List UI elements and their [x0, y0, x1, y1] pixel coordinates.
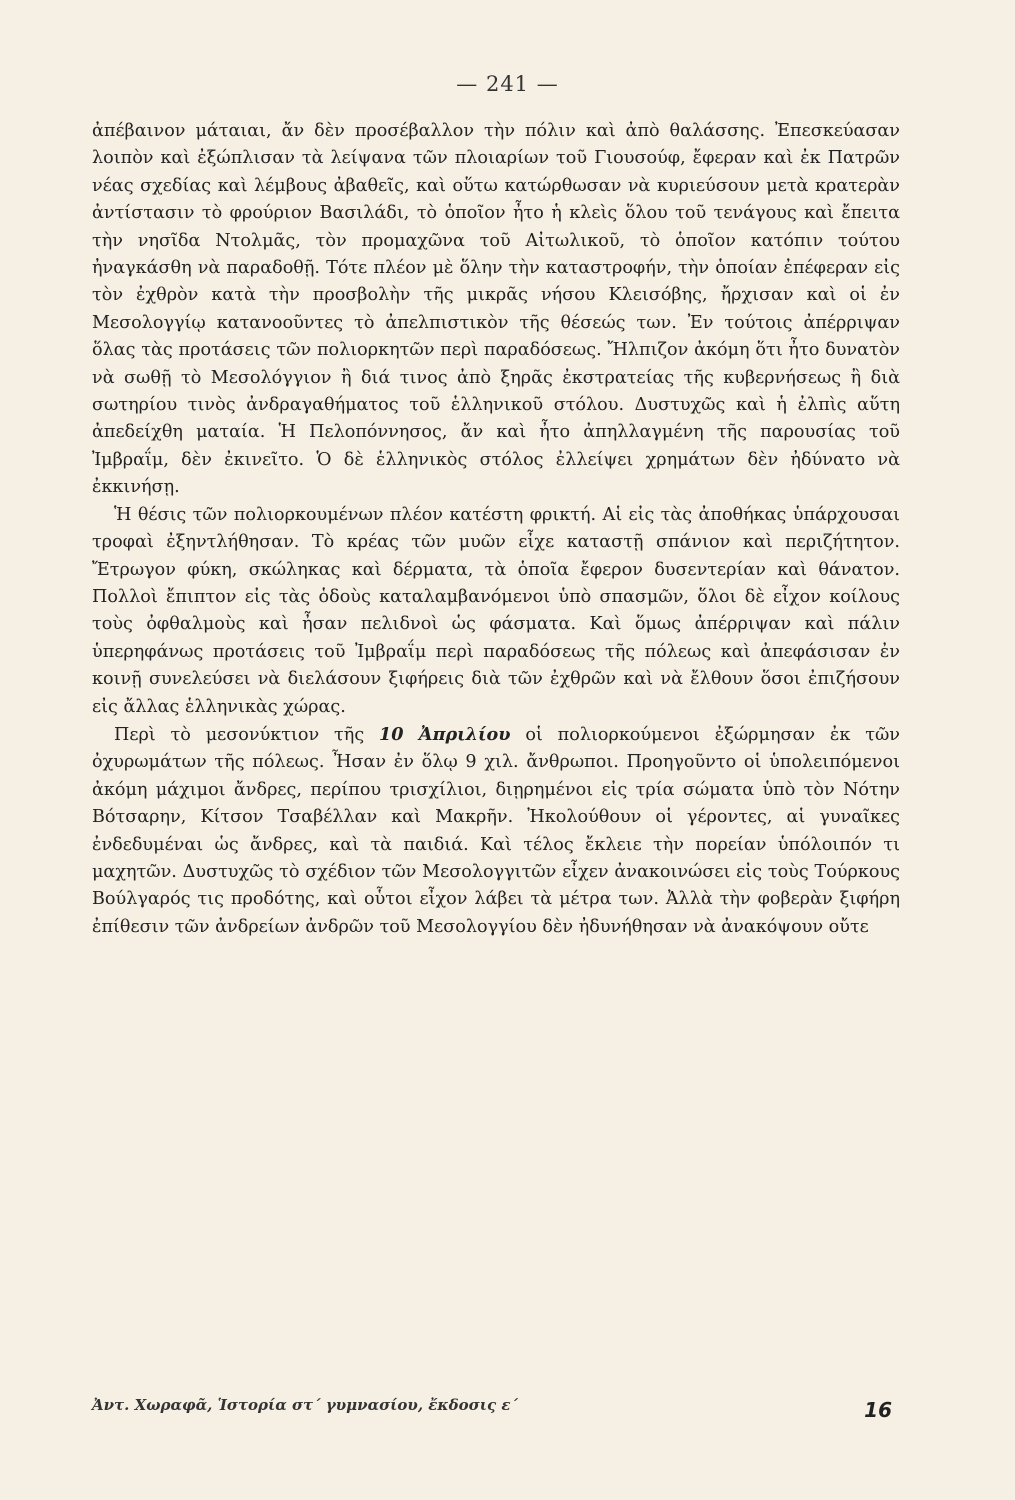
paragraph-2: Ἡ θέσις τῶν πολιορκουμένων πλέον κατέστη φρικτή. Αἱ εἰς τὰς ἀποθήκας ὑπάρχουσαι τροφαὶ ἐξηντλήθησαν. Τὸ κρέας τῶν μυῶν εἶχε καταστῇ σπάνιον καὶ περιζήτητον. Ἔτρωγον φύκη, σκώληκας καὶ δέρματα, τὰ ὁποῖα ἔφερον δυσεντερίαν καὶ θάνατον. Πολλοὶ ἔπιπτον εἰς τὰς ὁδοὺς καταλαμβανόμενοι ὑπὸ σπασμῶν, ὅλοι δὲ εἶχον κοίλους τοὺς ὀφθαλμοὺς καὶ ἦσαν πελιδνοὶ ὡς φάσματα. Καὶ ὅμως ἀπέρριψαν καὶ πάλιν ὑπερηφάνως προτάσεις τοῦ Ἰμβραΐμ περὶ παραδόσεως τῆς πόλεως καὶ ἀπεφάσισαν ἐν κοινῇ συνελεύσει νὰ διελάσουν ξιφήρεις διὰ τῶν ἐχθρῶν καὶ νὰ ἔλθουν ὅσοι ἐπιζήσουν εἰς ἄλλας ἑλληνικὰς χώρας. — [92, 504, 900, 717]
paragraph-3-before: Περὶ τὸ μεσονύκτιον τῆς — [114, 724, 380, 745]
paragraph-1: ἀπέβαινον μάταιαι, ἄν δὲν προσέβαλλον τὴν πόλιν καὶ ἀπὸ θαλάσσης. Ἐπεσκεύασαν λοιπὸν καὶ ἐξώπλισαν τὰ λείψανα τῶν πλοιαρίων τοῦ Γιουσούφ, ἔφεραν καὶ ἐκ Πατρῶν νέας σχεδίας καὶ λέμβους ἀβαθεῖς, καὶ οὕτω κατώρθωσαν νὰ κυριεύσουν μετὰ κρατερὰν ἀντίστασιν τὸ φρούριον Βασιλάδι, τὸ ὁποῖον ἦτο ἡ κλεὶς ὅλου τοῦ τενάγους καὶ ἔπειτα τὴν νησῖδα Ντολμᾶς, τὸν προμαχῶνα τοῦ Αἰτωλικοῦ, τὸ ὁποῖον κατόπιν τούτου ἠναγκάσθη νὰ παραδοθῇ. Τότε πλέον μὲ ὅλην τὴν καταστροφήν, τὴν ὁποίαν ἐπέφεραν εἰς τὸν ἐχθρὸν κατὰ τὴν προσβολὴν τῆς μικρᾶς νήσου Κλεισόβης, ἤρχισαν καὶ οἱ ἐν Μεσολογγίῳ κατανοοῦντες τὸ ἀπελπιστικὸν τῆς θέσεώς των. Ἐν τούτοις ἀπέρριψαν ὅλας τὰς προτάσεις τῶν πολιορκητῶν περὶ παραδόσεως. Ἤλπιζον ἀκόμη ὅτι ἦτο δυνατὸν νὰ σωθῇ τὸ Μεσολόγγιον ἢ διά τινος ἀπὸ ξηρᾶς ἐκστρατείας τῆς κυβερνήσεως ἢ διὰ σωτηρίου τινὸς ἀνδραγαθήματος τοῦ ἑλληνικοῦ στόλου. Δυστυχῶς καὶ ἡ ἐλπὶς αὕτη ἀπεδείχθη ματαία. Ἡ Πελοπόννησος, ἄν καὶ ἦτο ἀπηλλαγμένη τῆς παρουσίας τοῦ Ἰμβραΐμ, δὲν ἐκινεῖτο. Ὁ δὲ ἑλληνικὸς στόλος ἐλλείψει χρημάτων δὲν ἠδύνατο νὰ ἐκκινήσῃ. — [92, 121, 900, 498]
page-footer — [92, 1396, 900, 1426]
body-text — [92, 118, 900, 941]
footer-source: Ἀντ. Χωραφᾶ, Ἱστορία στ΄ γυμνασίου, ἔκδοσις ε΄ — [92, 1396, 518, 1414]
page-number: — 241 — — [456, 72, 559, 96]
paragraph-3 — [92, 721, 900, 941]
date-emphasis: 10 Ἀπριλίου — [379, 723, 511, 745]
printer-signature: 16 — [864, 1398, 892, 1422]
paragraph-3-after: οἱ πολιορκούμενοι ἐξώρμησαν ἐκ τῶν ὀχυρωμάτων τῆς πόλεως. Ἦσαν ἐν ὅλῳ 9 χιλ. ἄνθρωποι. Προηγοῦντο οἱ ὑπολειπόμενοι ἀκόμη μάχιμοι ἄνδρες, περίπου τρισχίλιοι, διῃρημένοι εἰς τρία σώματα ὑπὸ τὸν Νότην Βότσαρην, Κίτσον Τσαβέλλαν καὶ Μακρῆν. Ἠκολούθουν οἱ γέροντες, αἱ γυναῖκες ἐνδεδυμέναι ὡς ἄνδρες, καὶ τὰ παιδιά. Καὶ τέλος ἔκλειε τὴν πορείαν ὑπόλοιπόν τι μαχητῶν. Δυστυχῶς τὸ σχέδιον τῶν Μεσολογγιτῶν εἶχεν ἀνακοινώσει εἰς τοὺς Τούρκους Βούλγαρός τις προδότης, καὶ οὗτοι εἶχον λάβει τὰ μέτρα των. Ἀλλὰ τὴν φοβερὰν ξιφήρη ἐπίθεσιν τῶν ἀνδρείων ἀνδρῶν τοῦ Μεσολογγίου δὲν ἠδυνήθησαν νὰ ἀνακόψουν οὔτε — [92, 724, 900, 937]
